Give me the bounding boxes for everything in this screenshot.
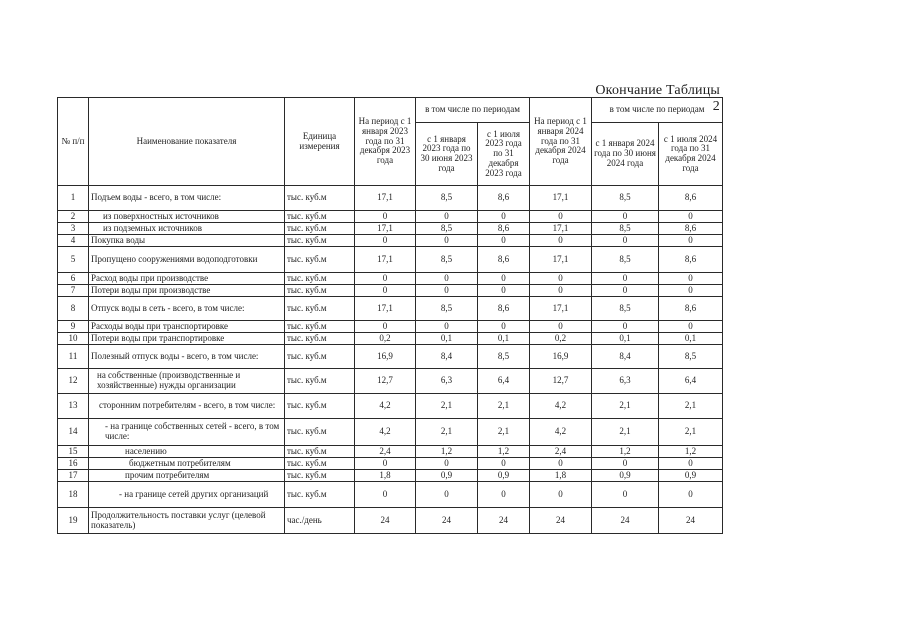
value-h2-2023: 0: [478, 273, 530, 285]
row-name: Потери воды при производстве: [89, 285, 285, 297]
row-num: 18: [58, 482, 89, 508]
table-row: [58, 247, 723, 273]
value-h1-2024: 0: [592, 482, 659, 508]
value-h2-2023: 8,6: [478, 247, 530, 273]
table-row: [58, 273, 723, 285]
value-2024: 12,7: [530, 369, 592, 394]
header-unit: Единица измерения: [285, 98, 355, 186]
value-h1-2024: 0: [592, 285, 659, 297]
value-h2-2024: 8,5: [659, 345, 723, 369]
value-h1-2024: 0: [592, 235, 659, 247]
value-h2-2024: 0: [659, 285, 723, 297]
value-h2-2023: 8,5: [478, 345, 530, 369]
row-unit: час./день: [285, 508, 355, 534]
header-h1-2024: с 1 января 2024 года по 30 июня 2024 года: [592, 123, 659, 186]
value-h2-2024: 0,1: [659, 333, 723, 345]
header-num: № п/п: [58, 98, 89, 186]
value-2024: 24: [530, 508, 592, 534]
row-num: 10: [58, 333, 89, 345]
value-2024: 2,4: [530, 446, 592, 458]
value-2024: 4,2: [530, 394, 592, 419]
value-h2-2023: 0: [478, 458, 530, 470]
value-2024: 17,1: [530, 297, 592, 321]
row-unit: тыс. куб.м: [285, 394, 355, 419]
row-num: 13: [58, 394, 89, 419]
row-name: Покупка воды: [89, 235, 285, 247]
value-h1-2023: 8,4: [416, 345, 478, 369]
value-2023: 17,1: [355, 247, 416, 273]
value-h1-2024: 0: [592, 321, 659, 333]
value-h2-2023: 0,9: [478, 470, 530, 482]
value-2023: 0: [355, 273, 416, 285]
value-h1-2024: 8,5: [592, 247, 659, 273]
value-h2-2023: 2,1: [478, 394, 530, 419]
table-row: [58, 369, 723, 394]
row-name: - на границе собственных сетей - всего, в том числе:: [89, 419, 285, 446]
row-name: из поверхностных источников: [89, 211, 285, 223]
table-row: [58, 458, 723, 470]
table-row: [58, 508, 723, 534]
value-h1-2023: 0: [416, 285, 478, 297]
value-h2-2023: 8,6: [478, 223, 530, 235]
header-h1-2023: с 1 января 2023 года по 30 июня 2023 года: [416, 123, 478, 186]
row-name: населению: [89, 446, 285, 458]
row-name: Отпуск воды в сеть - всего, в том числе:: [89, 297, 285, 321]
value-h1-2023: 2,1: [416, 419, 478, 446]
value-h2-2023: 0: [478, 235, 530, 247]
row-num: 8: [58, 297, 89, 321]
value-2024: 0: [530, 211, 592, 223]
row-unit: тыс. куб.м: [285, 369, 355, 394]
value-h2-2023: 0,1: [478, 333, 530, 345]
value-h1-2023: 0: [416, 458, 478, 470]
row-unit: тыс. куб.м: [285, 285, 355, 297]
value-h1-2023: 0: [416, 321, 478, 333]
row-num: 14: [58, 419, 89, 446]
value-h2-2024: 1,2: [659, 446, 723, 458]
value-h1-2023: 0: [416, 211, 478, 223]
value-2024: 17,1: [530, 247, 592, 273]
value-h2-2024: 24: [659, 508, 723, 534]
row-num: 11: [58, 345, 89, 369]
row-name: из подземных источников: [89, 223, 285, 235]
row-num: 19: [58, 508, 89, 534]
value-h1-2024: 24: [592, 508, 659, 534]
value-h1-2023: 2,1: [416, 394, 478, 419]
row-name: Потери воды при транспортировке: [89, 333, 285, 345]
value-h1-2024: 8,5: [592, 223, 659, 235]
header-h2-2023: с 1 июля 2023 года по 31 декабря 2023 года: [478, 123, 530, 186]
row-num: 3: [58, 223, 89, 235]
value-2023: 0: [355, 211, 416, 223]
row-unit: тыс. куб.м: [285, 458, 355, 470]
value-h2-2024: 0,9: [659, 470, 723, 482]
value-2024: 0,2: [530, 333, 592, 345]
value-2023: 0: [355, 321, 416, 333]
value-h1-2023: 8,5: [416, 297, 478, 321]
value-2023: 17,1: [355, 186, 416, 211]
value-2023: 4,2: [355, 419, 416, 446]
row-unit: тыс. куб.м: [285, 297, 355, 321]
value-2023: 0: [355, 235, 416, 247]
row-name: бюджетным потребителям: [89, 458, 285, 470]
value-2023: 0: [355, 285, 416, 297]
row-name: Пропущено сооружениями водоподготовки: [89, 247, 285, 273]
value-2023: 0: [355, 482, 416, 508]
value-h1-2024: 8,4: [592, 345, 659, 369]
value-h1-2024: 1,2: [592, 446, 659, 458]
value-h2-2024: 0: [659, 211, 723, 223]
table-body: [58, 186, 723, 534]
row-name: Подъем воды - всего, в том числе:: [89, 186, 285, 211]
table-row: [58, 211, 723, 223]
row-name: Расходы воды при транспортировке: [89, 321, 285, 333]
value-2023: 2,4: [355, 446, 416, 458]
row-unit: тыс. куб.м: [285, 446, 355, 458]
value-2024: 1,8: [530, 470, 592, 482]
value-h1-2024: 0: [592, 211, 659, 223]
value-h2-2024: 0: [659, 458, 723, 470]
row-num: 1: [58, 186, 89, 211]
value-h1-2023: 0: [416, 235, 478, 247]
value-2023: 16,9: [355, 345, 416, 369]
value-2023: 12,7: [355, 369, 416, 394]
table-row: [58, 235, 723, 247]
value-h2-2024: 2,1: [659, 419, 723, 446]
value-2023: 17,1: [355, 223, 416, 235]
value-2024: 0: [530, 321, 592, 333]
value-h1-2024: 8,5: [592, 186, 659, 211]
header-period-2024: На период с 1 января 2024 года по 31 декабря 2024 года: [530, 98, 592, 186]
row-unit: тыс. куб.м: [285, 186, 355, 211]
header-name: Наименование показателя: [89, 98, 285, 186]
row-num: 6: [58, 273, 89, 285]
value-2023: 4,2: [355, 394, 416, 419]
value-h2-2023: 0: [478, 321, 530, 333]
value-h1-2023: 0,1: [416, 333, 478, 345]
value-h2-2023: 0: [478, 482, 530, 508]
value-h1-2024: 6,3: [592, 369, 659, 394]
value-2024: 0: [530, 482, 592, 508]
value-2024: 17,1: [530, 223, 592, 235]
value-2023: 0: [355, 458, 416, 470]
table-header: [58, 98, 723, 186]
value-h2-2024: 8,6: [659, 186, 723, 211]
row-unit: тыс. куб.м: [285, 211, 355, 223]
value-h2-2024: 0: [659, 321, 723, 333]
row-name: на собственные (производственные и хозяйственные) нужды организации: [89, 369, 285, 394]
row-name: сторонним потребителям - всего, в том числе:: [89, 394, 285, 419]
row-name: Продолжительность поставки услуг (целевой показатель): [89, 508, 285, 534]
table-row: [58, 419, 723, 446]
row-unit: тыс. куб.м: [285, 470, 355, 482]
value-h2-2023: 6,4: [478, 369, 530, 394]
value-2024: 0: [530, 235, 592, 247]
value-h1-2024: 2,1: [592, 394, 659, 419]
table-row: [58, 446, 723, 458]
value-2024: 4,2: [530, 419, 592, 446]
row-num: 5: [58, 247, 89, 273]
value-2023: 0,2: [355, 333, 416, 345]
value-2024: 16,9: [530, 345, 592, 369]
value-h2-2023: 0: [478, 211, 530, 223]
value-h2-2024: 8,6: [659, 223, 723, 235]
row-name: - на границе сетей других организаций: [89, 482, 285, 508]
header-incl-2024: в том числе по периодам: [592, 98, 723, 123]
row-name: прочим потребителям: [89, 470, 285, 482]
value-h2-2023: 0: [478, 285, 530, 297]
value-2023: 1,8: [355, 470, 416, 482]
table-row: [58, 470, 723, 482]
value-h1-2024: 0: [592, 458, 659, 470]
row-num: 16: [58, 458, 89, 470]
header-incl-2023: в том числе по периодам: [416, 98, 530, 123]
value-h1-2024: 0: [592, 273, 659, 285]
value-h2-2023: 8,6: [478, 297, 530, 321]
table-caption: Окончание Таблицы 2: [595, 83, 720, 114]
row-unit: тыс. куб.м: [285, 482, 355, 508]
value-2024: 17,1: [530, 186, 592, 211]
row-num: 15: [58, 446, 89, 458]
value-h2-2023: 8,6: [478, 186, 530, 211]
value-h1-2023: 0: [416, 273, 478, 285]
table-row: [58, 223, 723, 235]
table-row: [58, 297, 723, 321]
value-2024: 0: [530, 285, 592, 297]
value-h2-2024: 0: [659, 482, 723, 508]
value-h2-2023: 24: [478, 508, 530, 534]
row-num: 12: [58, 369, 89, 394]
row-unit: тыс. куб.м: [285, 419, 355, 446]
value-h1-2023: 8,5: [416, 247, 478, 273]
value-h1-2024: 2,1: [592, 419, 659, 446]
value-2024: 0: [530, 273, 592, 285]
table-row: [58, 285, 723, 297]
value-2024: 0: [530, 458, 592, 470]
table-row: [58, 333, 723, 345]
value-h1-2023: 8,5: [416, 186, 478, 211]
value-2023: 24: [355, 508, 416, 534]
value-h1-2023: 8,5: [416, 223, 478, 235]
value-h1-2024: 0,1: [592, 333, 659, 345]
row-unit: тыс. куб.м: [285, 235, 355, 247]
row-unit: тыс. куб.м: [285, 223, 355, 235]
row-unit: тыс. куб.м: [285, 273, 355, 285]
value-h2-2024: 2,1: [659, 394, 723, 419]
row-unit: тыс. куб.м: [285, 345, 355, 369]
table-row: [58, 394, 723, 419]
value-h1-2023: 24: [416, 508, 478, 534]
row-num: 17: [58, 470, 89, 482]
table-row: [58, 345, 723, 369]
row-num: 9: [58, 321, 89, 333]
row-name: Полезный отпуск воды - всего, в том числе:: [89, 345, 285, 369]
value-h1-2023: 1,2: [416, 446, 478, 458]
value-h1-2024: 0,9: [592, 470, 659, 482]
table-row: [58, 186, 723, 211]
value-h2-2024: 8,6: [659, 247, 723, 273]
row-unit: тыс. куб.м: [285, 247, 355, 273]
row-num: 4: [58, 235, 89, 247]
value-h2-2023: 2,1: [478, 419, 530, 446]
water-balance-table: [57, 97, 723, 534]
value-h2-2024: 0: [659, 235, 723, 247]
value-h1-2023: 6,3: [416, 369, 478, 394]
value-h2-2024: 0: [659, 273, 723, 285]
row-unit: тыс. куб.м: [285, 321, 355, 333]
row-unit: тыс. куб.м: [285, 333, 355, 345]
header-h2-2024: с 1 июля 2024 года по 31 декабря 2024 года: [659, 123, 723, 186]
row-num: 7: [58, 285, 89, 297]
value-2023: 17,1: [355, 297, 416, 321]
row-name: Расход воды при производстве: [89, 273, 285, 285]
value-h1-2023: 0: [416, 482, 478, 508]
table-row: [58, 321, 723, 333]
value-h2-2023: 1,2: [478, 446, 530, 458]
value-h1-2023: 0,9: [416, 470, 478, 482]
table-row: [58, 482, 723, 508]
row-num: 2: [58, 211, 89, 223]
header-period-2023: На период с 1 января 2023 года по 31 декабря 2023 года: [355, 98, 416, 186]
value-h1-2024: 8,5: [592, 297, 659, 321]
value-h2-2024: 8,6: [659, 297, 723, 321]
value-h2-2024: 6,4: [659, 369, 723, 394]
